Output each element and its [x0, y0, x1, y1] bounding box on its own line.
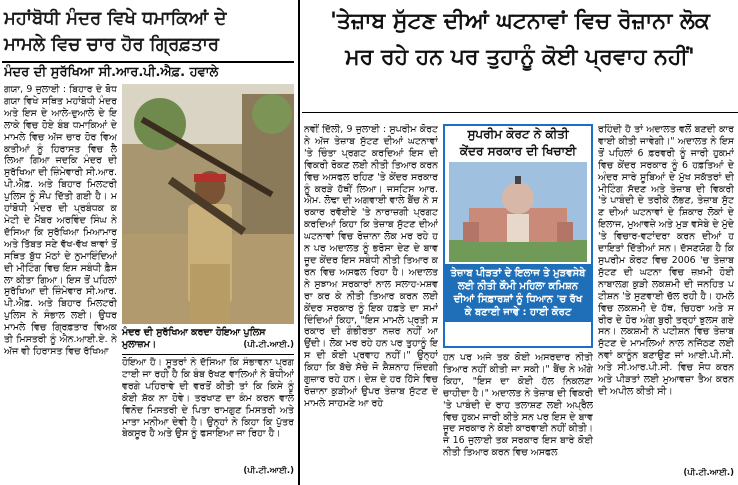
right-col3-credit: (ਪੀ.ਟੀ.ਆਈ.) [683, 468, 734, 478]
right-headline-line1: 'ਤੇਜ਼ਾਬ ਸੁੱਟਣ ਦੀਆਂ ਘਟਨਾਵਾਂ ਵਿਚ ਰੋਜ਼ਾਨਾ ਲੋਕ [330, 8, 710, 34]
court-info-box [443, 124, 593, 348]
left-col2-text: ਹੋਇਆ ਹੈ। ਸੂਤਰਾਂ ਨੇ ਦੱਸਿਆ ਕਿ ਸੰਭਾਵਨਾ ਪ੍ਰਗਟਾਈ ਜਾ ਰਹੀ ਹੈ ਕਿ ਬੰਬ ਰੱਖਣ ਵਾਲਿਆਂ ਨੇ ਬੋਧੀਆਂ ਵਰਗੇ ਪਹਿਰਾਵੇ ਦੀ ਵਰਤੋਂ ਕੀਤੀ ਤਾਂ ਕਿ ਕਿਸੇ ਨੂੰ ਕੋਈ ਸ਼ੱਕ ਨਾ ਹੋਵੇ। ਤਰਖਾਣ ਦਾ ਕੰਮ ਕਰਨ ਵਾਲੇ ਵਿਨੋਦ ਮਿਸਤਰੀ ਦੇ ਪਿਤਾ ਰਾਮਗੁਣ ਮਿਸਤਰੀ ਅਤੇ ਮਾਤਾ ਮਨੀਆ ਦੇਵੀ ਹੈ। ਉਨ੍ਹਾਂ ਨੇ ਕਿਹਾ ਕਿ ਪੁੱਤਰ ਬੇਕਸੂਰ ਹੈ ਅਤੇ ਉਸ ਨੂੰ ਫਸਾਇਆ ਜਾ ਰਿਹਾ ਹੈ। [122, 357, 294, 440]
right-col3-text: ਰਹਿੰਦੀ ਹੈ ਤਾਂ ਅਦਾਲਤ ਵਲੋਂ ਬਣਦੀ ਕਾਰਵਾਈ ਕੀਤੀ ਜਾਵੇਗੀ।" ਅਦਾਲਤ ਨੇ ਇਸ ਤੋਂ ਪਹਿਲਾਂ 6 ਫ਼ਰਵਰੀ ਨੂੰ ਜਾਰੀ ਹੁਕਮਾਂ ਵਿਚ ਕੇਂਦਰ ਸਰਕਾਰ ਨੂੰ 6 ਹਫ਼ਤਿਆਂ ਦੇ ਅੰਦਰ ਸਾਰੇ ਸੂਬਿਆਂ ਦੇ ਮੁੱਖ ਸਕੱਤਰਾਂ ਦੀ ਮੀਟਿੰਗ ਸੱਦਣ ਅਤੇ ਤੇਜ਼ਾਬ ਦੀ ਵਿਕਰੀ 'ਤੇ ਪਾਬੰਦੀ ਦੇ ਤਰੀਕੇ ਲੱਭਣ, ਤੇਜ਼ਾਬ ਸੁੱਟਣ ਦੀਆਂ ਘਟਨਾਵਾਂ ਦੇ ਸ਼ਿਕਾਰ ਲੋਕਾਂ ਦੇ ਇਲਾਜ, ਮੁਆਵਜ਼ੇ ਅਤੇ ਮੁੜ ਵਸੇਬੇ ਦੇ ਮੁੱਦੇ 'ਤੇ ਵਿਚਾਰ-ਵਟਾਂਦਰਾ ਕਰਨ ਦੀਆਂ ਹਦਾਇਤਾਂ ਦਿੱਤੀਆਂ ਸਨ। ਦੱਸਣਯੋਗ ਹੈ ਕਿ ਸੁਪਰੀਮ ਕੋਰਟ ਵਿਚ 2006 'ਚ ਤੇਜ਼ਾਬ ਸੁੱਟਣ ਦੀ ਘਟਨਾ ਵਿਚ ਜ਼ਖ਼ਮੀ ਹੋਈ ਨਾਬਾਲਗ਼ ਕੁੜੀ ਲਕਸ਼ਮੀ ਦੀ ਜਨਹਿਤ ਪਟੀਸ਼ਨ 'ਤੇ ਸੁਣਵਾਈ ਚੱਲ ਰਹੀ ਹੈ। ਹਮਲੇ ਵਿਚ ਲਕਸ਼ਮੀ ਦੇ ਹੱਥ, ਚਿਹਰਾ ਅਤੇ ਸਰੀਰ ਦੇ ਹੋਰ ਅੰਗ ਬੁਰੀ ਤਰ੍ਹਾਂ ਝੁਲਸ ਗਏ ਸਨ। ਲਕਸ਼ਮੀ ਨੇ ਪਟੀਸ਼ਨ ਵਿਚ ਤੇਜ਼ਾਬ ਸੁੱਟਣ ਦੇ ਮਾਮਲਿਆਂ ਨਾਲ ਨਜਿੱਠਣ ਲਈ ਨਵਾਂ ਕਾਨੂੰਨ ਬਣਾਉਣ ਜਾਂ ਆਈ.ਪੀ.ਸੀ. ਅਤੇ ਸੀ.ਆਰ.ਪੀ.ਸੀ. ਵਿਚ ਸੋਧ ਕਰਨ ਅਤੇ ਪੀੜਤਾਂ ਲਈ ਮੁਆਵਜ਼ਾ ਤੈਅ ਕਰਨ ਦੀ ਅਪੀਲ ਕੀਤੀ ਸੀ। [598, 124, 734, 397]
left-subhead: ਮੰਦਰ ਦੀ ਸੁਰੱਖਿਆ ਸੀ.ਆਰ.ਪੀ.ਐਫ਼. ਹਵਾਲੇ [4, 65, 219, 80]
story-divider [298, 0, 300, 485]
left-headline [4, 6, 294, 58]
court-box-title [445, 126, 591, 160]
right-headline [302, 6, 738, 72]
left-headline-line2: ਮਾਮਲੇ ਵਿਚ ਚਾਰ ਹੋਰ ਗ੍ਰਿਫ਼ਤਾਰ [4, 34, 220, 55]
left-headline-rule [2, 61, 294, 63]
right-headline-rule [302, 112, 738, 113]
left-photo-caption-rule [122, 354, 294, 355]
supreme-court-image [449, 162, 587, 262]
left-photo [122, 84, 294, 324]
right-col2-bottom-text: ਹਨ ਪਰ ਅਜੇ ਤਕ ਕੋਈ ਅਸਰਦਾਰ ਨੀਤੀ ਤਿਆਰ ਨਹੀਂ ਕੀਤੀ ਜਾ ਸਕੀ।" ਬੈਂਚ ਨੇ ਅੱਗੇ ਕਿਹਾ, "ਇਸ ਦਾ ਕੋਈ ਹੱਲ ਨਿਕਲਣਾ ਚਾਹੀਦਾ ਹੈ।" ਅਦਾਲਤ ਨੇ ਤੇਜ਼ਾਬ ਦੀ ਵਿਕਰੀ 'ਤੇ ਪਾਬੰਦੀ ਦੇ ਰਾਹ ਤਲਾਸ਼ਣ ਲਈ ਅਪ੍ਰੈਲ ਵਿਚ ਹੁਕਮ ਜਾਰੀ ਕੀਤੇ ਸਨ ਪਰ ਇਸ ਦੇ ਬਾਵਜੂਦ ਸਰਕਾਰ ਨੇ ਕੋਈ ਕਾਰਵਾਈ ਨਹੀਂ ਕੀਤੀ। ਜੇ 16 ਜੁਲਾਈ ਤਕ ਸਰਕਾਰ ਇਸ ਬਾਰੇ ਕੋਈ ਨੀਤੀ ਤਿਆਰ ਕਰਨ ਵਿਚ ਅਸਫਲ [443, 352, 593, 459]
right-col1-text: ਨਵੀਂ ਦਿੱਲੀ, 9 ਜੁਲਾਈ : ਸੁਪਰੀਮ ਕੋਰਟ ਨੇ ਅੱਜ ਤੇਜ਼ਾਬ ਸੁੱਟਣ ਦੀਆਂ ਘਟਨਾਵਾਂ 'ਤੇ ਚਿੰਤਾ ਪ੍ਰਗਟ ਕਰਦਿਆਂ ਇਸ ਦੀ ਵਿਕਰੀ ਰੋਕਣ ਲਈ ਨੀਤੀ ਤਿਆਰ ਕਰਨ ਵਿਚ ਅਸਫਲ ਰਹਿਣ 'ਤੇ ਕੇਂਦਰ ਸਰਕਾਰ ਨੂੰ ਕਰੜੇ ਹੱਥੀਂ ਲਿਆ। ਜਸਟਿਸ ਆਰ.ਐਮ. ਲੋਢਾ ਦੀ ਅਗਵਾਈ ਵਾਲੇ ਬੈਂਚ ਨੇ ਸਰਕਾਰ ਰਵੱਈਏ 'ਤੇ ਨਾਰਾਜ਼ਗੀ ਪ੍ਰਗਟ ਕਰਦਿਆਂ ਕਿਹਾ ਕਿ ਤੇਜ਼ਾਬ ਸੁੱਟਣ ਦੀਆਂ ਘਟਨਾਵਾਂ ਵਿਚ ਰੋਜ਼ਾਨਾ ਲੋਕ ਮਰ ਰਹੇ ਹਨ ਪਰ ਅਦਾਲਤ ਨੂੰ ਭਰੋਸਾ ਦੇਣ ਦੇ ਬਾਵਜੂਦ ਕੇਂਦਰ ਇਸ ਸਬੰਧੀ ਨੀਤੀ ਤਿਆਰ ਕਰਨ ਵਿਚ ਅਸਫਲ ਰਿਹਾ ਹੈ। ਅਦਾਲਤ ਨੇ ਸੁਝਾਅ ਸਰਕਾਰਾਂ ਨਾਲ ਸਲਾਹ-ਮਸ਼ਵਰਾ ਕਰ ਕੇ ਨੀਤੀ ਤਿਆਰ ਕਰਨ ਲਈ ਕੇਂਦਰ ਸਰਕਾਰ ਨੂੰ ਇਕ ਹਫ਼ਤੇ ਦਾ ਸਮਾਂ ਦਿੰਦਿਆਂ ਕਿਹਾ, "ਇਸ ਮਾਮਲੇ ਪ੍ਰਤੀ ਸਰਕਾਰ ਦੀ ਗੰਭੀਰਤਾ ਨਜ਼ਰ ਨਹੀਂ ਆਉਂਦੀ। ਲੋਕ ਮਰ ਰਹੇ ਹਨ ਪਰ ਤੁਹਾਨੂੰ ਇਸ ਦੀ ਕੋਈ ਪ੍ਰਵਾਹ ਨਹੀਂ।" ਉਨ੍ਹਾਂ ਕਿਹਾ ਕਿ ਬੱਚੇ ਸੱਚੇ ਜੋ ਸ਼ੈਸ਼ਨਾਹ ਜ਼ਿੰਦਗੀ ਗੁਜ਼ਾਰ ਰਹੇ ਹਨ। ਦੇਸ਼ ਦੇ ਹਰ ਹਿੱਸੇ ਵਿਚ ਰੋਜ਼ਾਨਾ ਕੁੜੀਆਂ ਉਪਰ ਤੇਜ਼ਾਬ ਸੁੱਟਣ ਦੇ ਮਾਮਲੇ ਸਾਹਮਣੇ ਆ ਰਹੇ [304, 124, 438, 409]
court-box-title-line1: ਸੁਪਰੀਮ ਕੋਰਟ ਨੇ ਕੀਤੀ [467, 127, 569, 141]
court-box-title-line2: ਕੇਂਦਰ ਸਰਕਾਰ ਦੀ ਖਿਚਾਈ [459, 144, 577, 158]
left-col2-credit: (ਪੀ.ਟੀ.ਆਈ.) [243, 466, 294, 476]
court-box-caption: ਤੇਜ਼ਾਬ ਪੀੜਤਾਂ ਦੇ ਇਲਾਜ ਤੇ ਮੁੜਵਸੇਬੇ ਲਈ ਨੀਤੀ ਕੌਮੀ ਮਹਿਲਾ ਕਮਿਸ਼ਨ ਦੀਆਂ ਸਿਫ਼ਾਰਸ਼ਾਂ ਨੂੰ ਧਿਆਨ 'ਚ ਰੱਖ ਕੇ ਬਣਾਈ ਜਾਵੇ : ਹਾਈ ਕੋਰਟ [445, 264, 591, 322]
left-col1-text: ਗਯਾ, 9 ਜੁਲਾਈ : ਬਿਹਾਰ ਦੇ ਬੋਧ ਗਯਾ ਵਿਖੇ ਸਥਿਤ ਮਹਾਂਬੋਧੀ ਮੰਦਰ ਅਤੇ ਇਸ ਦੇ ਆਲੇ-ਦੁਆਲੇ ਦੇ ਇਲਾਕੇ ਵਿਚ ਹੋਏ ਬੰਬ ਧਮਾਕਿਆਂ ਦੇ ਮਾਮਲੇ ਵਿਚ ਅੱਜ ਚਾਰ ਹੋਰ ਵਿਅਕਤੀਆਂ ਨੂੰ ਹਿਰਾਸਤ ਵਿਚ ਲੈ ਲਿਆ ਗਿਆ ਜਦਕਿ ਮੰਦਰ ਦੀ ਸੁਰੱਖਿਆ ਦੀ ਜ਼ਿੰਮੇਵਾਰੀ ਸੀ.ਆਰ.ਪੀ.ਐਫ਼. ਅਤੇ ਬਿਹਾਰ ਮਿਲਟਰੀ ਪੁਲਿਸ ਨੂੰ ਸੌਂਪ ਦਿੱਤੀ ਗਈ ਹੈ। ਮਹਾਂਬੋਧੀ ਮੰਦਰ ਦੀ ਪ੍ਰਬੰਧਕ ਕਮੇਟੀ ਦੇ ਮੈਂਬਰ ਅਰਵਿੰਦ ਸਿੰਘ ਨੇ ਦੱਸਿਆ ਕਿ ਸੁਰੱਖਿਆ ਮਿਆਮਾਰ ਅਤੇ ਤਿੱਬਤ ਸਣੇ ਵੱਖ-ਵੱਖ ਥਾਵਾਂ ਤੋਂ ਸਥਿਤ ਬੁੱਧ ਮੱਠਾਂ ਦੇ ਨੁਮਾਇੰਦਿਆਂ ਦੀ ਮੀਟਿੰਗ ਵਿਚ ਇਸ ਸਬੰਧੀ ਫ਼ੈਸਲਾ ਕੀਤਾ ਗਿਆ। ਇਸ ਤੋਂ ਪਹਿਲਾਂ ਸੁਰੱਖਿਆ ਦੀ ਜ਼ਿੰਮੇਵਾਰ ਸੀ.ਆਰ.ਪੀ.ਐਫ਼. ਅਤੇ ਬਿਹਾਰ ਮਿਲਟਰੀ ਪੁਲਿਸ ਨੇ ਸੰਭਾਲ ਲਈ। ਉਧਰ ਮਾਮਲੇ ਵਿਚ ਗ੍ਰਿਫ਼ਤਾਰ ਵਿਅਕਤੀ ਮਿਸਤਰੀ ਨੂੰ ਐਨ.ਆਈ.ਏ. ਨੇ ਅੱਜ ਵੀ ਹਿਰਾਸਤ ਵਿਚ ਰੱਖਿਆ [4, 84, 117, 357]
left-photo-caption [122, 327, 294, 351]
police-photo-illustration [122, 84, 294, 324]
court-building-icon [449, 162, 587, 262]
left-photo-credit: (ਪੀ.ਟੀ.ਆਈ.) [243, 340, 294, 350]
right-headline-line2: ਮਰ ਰਹੇ ਹਨ ਪਰ ਤੁਹਾਨੂੰ ਕੋਈ ਪ੍ਰਵਾਹ ਨਹੀਂ' [345, 44, 695, 70]
left-photo-caption-text: ਮੰਦਰ ਦੀ ਸੁਰੱਖਿਆ ਕਰਦਾ ਹੋਇਆ ਪੁਲਿਸ ਮੁਲਾਜ਼ਮ। [122, 327, 266, 350]
left-headline-line1: ਮਹਾਂਬੋਧੀ ਮੰਦਰ ਵਿਖੇ ਧਮਾਕਿਆਂ ਦੇ [4, 8, 227, 29]
